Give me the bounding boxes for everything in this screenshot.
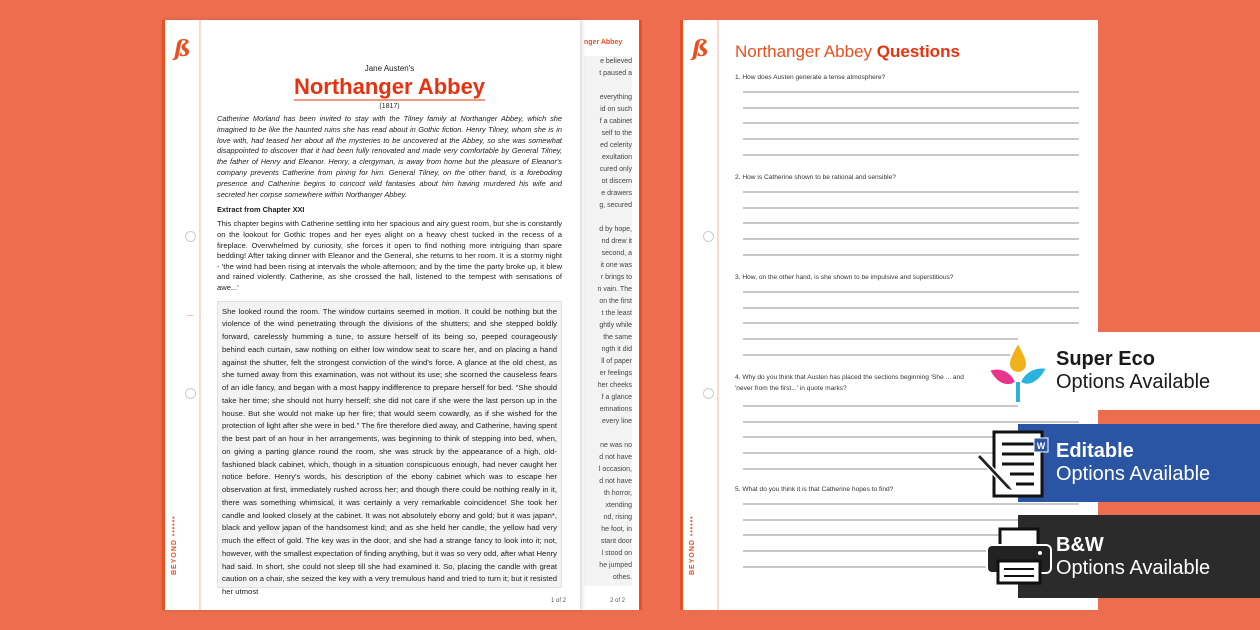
question-2: 2. How is Catherine shown to be rational and sensible? bbox=[735, 174, 896, 181]
page2-text-line: emnations bbox=[599, 406, 632, 413]
answer-line[interactable] bbox=[743, 322, 1079, 324]
page2-text-line: ne was no bbox=[600, 442, 632, 449]
author-subtitle: Jane Austen's bbox=[364, 64, 415, 73]
question-1: 1. How does Austen generate a tense atmosphere? bbox=[735, 74, 886, 81]
answer-line[interactable] bbox=[743, 107, 1079, 109]
ink-drops-icon bbox=[985, 338, 1051, 406]
page2-text-line: f a cabinet bbox=[599, 118, 632, 125]
punch-hole bbox=[185, 388, 196, 399]
question-4: 4. Why do you think that Austen has placed the sections beginning 'She ... and 'never from the first...' in quote marks? bbox=[735, 374, 964, 392]
page2-text-line: everything bbox=[599, 94, 632, 101]
extract-heading: Extract from Chapter XXI bbox=[217, 205, 305, 215]
badge-title: B&W bbox=[1056, 533, 1104, 556]
page2-text-line: d by hope, bbox=[599, 226, 632, 233]
answer-line[interactable] bbox=[743, 222, 1079, 224]
extract-page-1 bbox=[162, 20, 580, 610]
page2-text-line: l stood on bbox=[601, 550, 632, 557]
printer-icon bbox=[984, 527, 1054, 587]
page2-text-line: g, secured bbox=[599, 202, 632, 209]
extract-text-box: She looked round the room. The window curtains seemed in motion. It could be nothing but the violence of the wind penetrating through the divisions of the shutters; and she stepped boldly forward, carelessly humming a tune, to assure herself of its being so, peeped courageously behind each curtain, saw nothing on either low window seat to scare her, and on placing a hand against the shutter, felt the strongest conviction of the wind's force. A glance at the old chest, as she turned away from this examination, was not without its use; she scorned the causeless fears of an idle fancy, and began with a most happy indifference to prepare herself for bed. "She should take her time; she should not hurry herself; she did not care if she were the last person up in the house. But she would not make up her fire; that would seem cowardly, as if she wished for the protection of light after she were in bed." The fire therefore died away, and Catherine, having spent the best part of an hour in her arrangements, was beginning to think of stepping into bed, when, on giving a parting glance round the room, she was struck by the appearance of a high, old-fashioned black cabinet, which, though in a situation conspicuous enough, had never caught her notice before. Henry's words, his description of the ebony cabinet which was to escape her observation at first, immediately rushed across her; and though there could be nothing really in it, there was something whimsical, it was certainly a very remarkable coincidence! She took her candle and looked closely at the cabinet. It was not absolutely ebony and gold; but it was japan*, black and yellow japan of the handsomest kind; and as she held her candle, the yellow had very much the effect of gold. The key was in the door, and she had a strange fancy to look into it; not, however, with the smallest expectation of finding anything, but it was so very odd, after what Henry had said. In short, she could not sleep till she had examined it. So, placing the candle with great caution on a chair, she seized the key with a very tremulous hand and tried to turn it; but it resisted her utmost bbox=[217, 301, 562, 588]
page2-text-line: d not have bbox=[599, 454, 632, 461]
super-eco-badge[interactable] bbox=[1018, 332, 1260, 410]
page2-text-line: the same bbox=[603, 334, 632, 341]
page2-text-line: second, a bbox=[601, 250, 632, 257]
page2-text-line: l occasion, bbox=[598, 466, 632, 473]
word-document-icon bbox=[976, 428, 1054, 500]
answer-line[interactable] bbox=[743, 138, 1079, 140]
answer-line[interactable] bbox=[743, 154, 1079, 156]
page2-text-line: exultation bbox=[602, 154, 632, 161]
page2-title-fragment: nger Abbey bbox=[584, 39, 623, 46]
publication-year: (1817) bbox=[379, 103, 400, 110]
bw-badge[interactable] bbox=[1018, 515, 1260, 598]
page2-text-line: d not have bbox=[599, 478, 632, 485]
page2-text-line: on the first bbox=[599, 298, 632, 305]
page2-text-line: every line bbox=[602, 418, 632, 425]
answer-line[interactable] bbox=[743, 207, 1079, 209]
badge-title: Editable bbox=[1056, 440, 1134, 462]
page2-text-line: t paused a bbox=[599, 70, 632, 77]
page2-text-line: self to the bbox=[601, 130, 632, 137]
punch-hole bbox=[185, 231, 196, 242]
questions-title: Northanger Abbey Questions bbox=[735, 42, 960, 61]
document-title: Northanger Abbey bbox=[293, 74, 486, 99]
answer-line[interactable] bbox=[743, 122, 1079, 124]
page2-text-line: nd, rising bbox=[603, 514, 632, 521]
page2-text-line: e believed bbox=[600, 58, 632, 65]
page2-text-line: e drawers bbox=[601, 190, 632, 197]
margin-line bbox=[199, 20, 201, 610]
page2-text-line: he jumped bbox=[599, 562, 632, 569]
brand-label: BEYOND •••••• bbox=[689, 515, 696, 575]
badge-subtitle: Options Available bbox=[1056, 556, 1211, 579]
page2-text-line: f a glance bbox=[601, 394, 632, 401]
page2-text-line: he foot, in bbox=[601, 526, 632, 533]
page2-text-line: ot discern bbox=[601, 178, 632, 185]
answer-line[interactable] bbox=[743, 307, 1079, 309]
intro-paragraph: Catherine Morland has been invited to stay with the Tilney family at Northanger Abbey, which she imagined to be like the haunted ruins she has read about in Gothic fiction. Henry Tilney, whom she is in love with, had teased her about all the mysteries to be uncovered at the Abbey, so she was somewhat disappointed to discover that it had been fully renovated and made very comfortable by General Tilney, the father of Henry and Eleanor. Henry, a clergyman, is away from home but the pleasure of Eleanor's company prevents Catherine from pining for him. General Tilney, on the other hand, is a foreboding presence and Catherine begins to concoct wild fantasies about him having murdered his wife and secreted her corpse somewhere within Northanger Abbey. bbox=[217, 114, 562, 199]
margin-line bbox=[717, 20, 719, 610]
fold-mark bbox=[187, 315, 193, 316]
answer-line[interactable] bbox=[743, 238, 1079, 240]
page2-text-line: ed celerity bbox=[600, 142, 632, 149]
page2-text-line bbox=[584, 428, 632, 440]
page2-text-line: xtending bbox=[605, 502, 632, 509]
punch-hole bbox=[703, 388, 714, 399]
page2-text-line: it one was bbox=[600, 262, 632, 269]
badge-title: Super Eco bbox=[1056, 348, 1155, 370]
editable-badge[interactable] bbox=[1018, 424, 1260, 502]
beyond-logo-icon: ß bbox=[692, 36, 709, 62]
page2-text-line: ngth it did bbox=[601, 346, 632, 353]
answer-line[interactable] bbox=[743, 421, 1079, 423]
answer-line[interactable] bbox=[743, 503, 1079, 505]
page1-number: 1 of 2 bbox=[550, 598, 566, 604]
answer-line[interactable] bbox=[743, 291, 1079, 293]
answer-line[interactable] bbox=[743, 91, 1079, 93]
page2-text-line bbox=[584, 80, 632, 92]
page2-text-line: t the least bbox=[601, 310, 632, 317]
page2-text-line: her cheeks bbox=[597, 382, 632, 389]
page2-text-line: er feelings bbox=[599, 370, 632, 377]
page2-text-line: cured only bbox=[599, 166, 632, 173]
page2-text-line: ll of paper bbox=[601, 358, 632, 365]
page2-text-line: othes. bbox=[612, 574, 632, 581]
page2-text-line: th horror, bbox=[603, 490, 632, 497]
page2-text-line bbox=[584, 212, 632, 224]
punch-hole bbox=[703, 231, 714, 242]
badge-subtitle: Options Available bbox=[1056, 371, 1211, 393]
question-5: 5. What do you think it is that Catherine hopes to find? bbox=[735, 486, 894, 493]
chapter-summary: This chapter begins with Catherine settling into her spacious and airy guest room, but she is constantly on the lookout for Gothic tropes and her eyes alight on a heavy chest tucked in the recess of a fireplace. Overwhelmed by curiosity, she forces it open to find nothing more intriguing than spare bedding! After taking dinner with Eleanor and the General, she returns to her room. It is a stormy night - 'the wind had been rising at intervals the whole afternoon; and by the time the party broke up, it blew and rained violently. Catherine, as she crossed the hall, listened to the tempest with sensations of awe...' bbox=[217, 219, 562, 292]
page2-extract-box bbox=[584, 56, 632, 586]
page2-text-line: r brings to bbox=[600, 274, 632, 281]
page2-number: 2 of 2 bbox=[609, 598, 625, 604]
badge-subtitle: Options Available bbox=[1056, 463, 1211, 485]
page2-text-line: n vain. The bbox=[597, 286, 632, 293]
answer-line[interactable] bbox=[743, 254, 1079, 256]
brand-label: BEYOND •••••• bbox=[171, 515, 178, 575]
question-3: 3. How, on the other hand, is she shown to be impulsive and superstitious? bbox=[735, 274, 954, 281]
answer-line[interactable] bbox=[743, 191, 1079, 193]
page2-text-line: id on such bbox=[600, 106, 632, 113]
beyond-logo-icon: ß bbox=[174, 36, 191, 62]
page2-text-line: ghtly while bbox=[599, 322, 632, 329]
page2-text-line: nd drew it bbox=[601, 238, 632, 245]
page2-text-line: stant door bbox=[600, 538, 632, 545]
svg-text:W: W bbox=[1036, 441, 1046, 451]
